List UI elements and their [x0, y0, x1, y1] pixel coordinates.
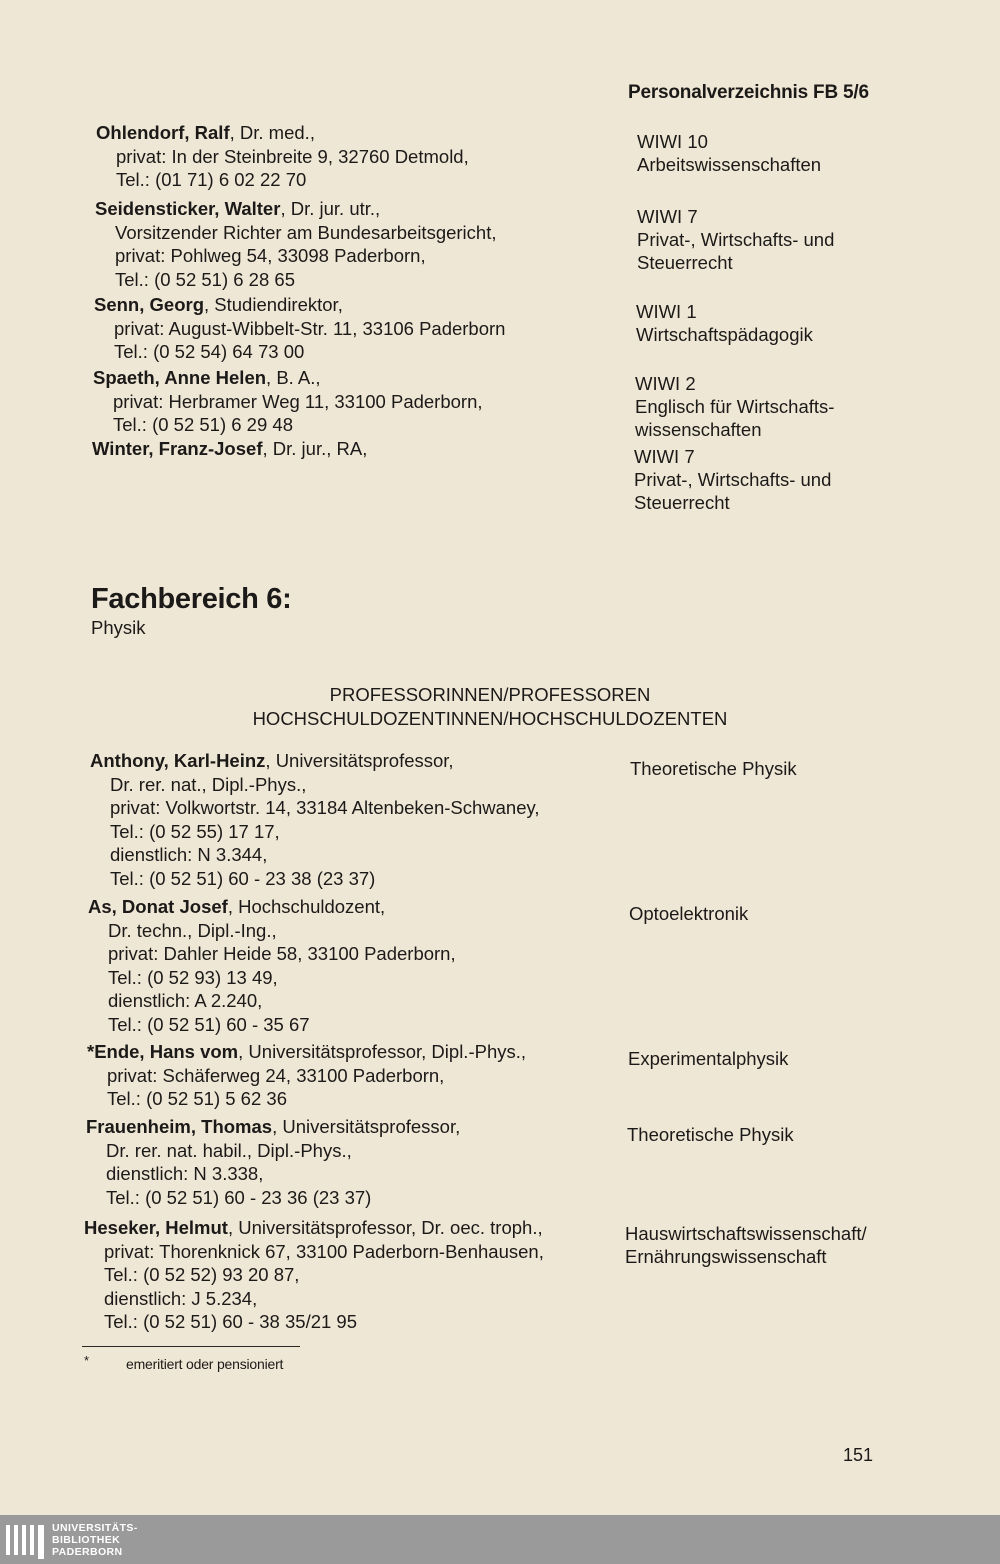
- person-title: , Dr. med.,: [229, 122, 315, 143]
- person-title: , Dr. jur. utr.,: [280, 198, 381, 219]
- person-title: , B. A.,: [266, 367, 321, 388]
- person-name: Seidensticker, Walter: [95, 198, 281, 219]
- person-detail-line: Dr. rer. nat., Dipl.-Phys.,: [110, 773, 307, 795]
- department-label: Optoelektronik: [629, 903, 749, 924]
- department-label: Hauswirtschaftswissenschaft/ Ernährungswissenschaft: [625, 1223, 867, 1267]
- person-title: , Dr. jur., RA,: [262, 438, 368, 459]
- section-subtitle: Physik: [91, 617, 146, 638]
- person-detail-line: Tel.: (0 52 54) 64 73 00: [114, 341, 305, 362]
- person-detail-line: privat: In der Steinbreite 9, 32760 Detmold,: [116, 145, 469, 167]
- footnote-text: emeritiert oder pensioniert: [126, 1356, 284, 1372]
- person-detail-line: privat: August-Wibbelt-Str. 11, 33106 Paderborn: [114, 317, 506, 339]
- section-title: Fachbereich 6:: [91, 583, 292, 615]
- person-name: Ohlendorf, Ralf: [96, 122, 230, 143]
- department-label: WIWI 7 Privat-, Wirtschafts- und Steuerrecht: [637, 206, 835, 273]
- person-entry: [87, 1040, 526, 1111]
- page-header-title: Personalverzeichnis FB 5/6: [628, 82, 869, 103]
- person-detail-line: Tel.: (0 52 51) 60 - 38 35/21 95: [104, 1311, 358, 1332]
- department-label: Theoretische Physik: [627, 1124, 794, 1145]
- department-label: Experimentalphysik: [628, 1048, 789, 1069]
- person-detail-line: privat: Dahler Heide 58, 33100 Paderborn,: [108, 943, 456, 964]
- person-name: *Ende, Hans vom: [87, 1041, 239, 1062]
- person-name: As, Donat Josef: [88, 896, 228, 917]
- footnote-divider: [82, 1346, 300, 1347]
- category-heading: PROFESSORINNEN/PROFESSOREN HOCHSCHULDOZENTINNEN/HOCHSCHULDOZENTEN: [252, 684, 728, 729]
- person-detail-line: privat: Herbramer Weg 11, 33100 Paderborn,: [113, 390, 483, 412]
- person-title: , Universitätsprofessor,: [265, 750, 454, 771]
- person-entry: [93, 366, 483, 437]
- person-detail-line: Vorsitzender Richter am Bundesarbeitsgericht,: [115, 221, 497, 243]
- person-detail-line: Tel.: (0 52 51) 60 - 23 36 (23 37): [106, 1186, 372, 1208]
- person-entry: [84, 1216, 544, 1334]
- department-label: WIWI 2 Englisch für Wirtschafts- wissenschaften: [635, 373, 835, 440]
- person-detail-line: dienstlich: N 3.344,: [110, 844, 268, 865]
- person-name: Anthony, Karl-Heinz: [90, 750, 266, 771]
- person-detail-line: Dr. techn., Dipl.-Ing.,: [108, 919, 277, 941]
- person-entry: [96, 121, 469, 192]
- person-detail-line: privat: Schäferweg 24, 33100 Paderborn,: [107, 1064, 445, 1086]
- department-label: WIWI 7 Privat-, Wirtschafts- und Steuerrecht: [634, 446, 832, 513]
- library-logo-icon: [6, 1521, 46, 1559]
- library-footer-bar: [0, 1515, 1000, 1564]
- person-detail-line: dienstlich: N 3.338,: [106, 1163, 264, 1184]
- person-title: , Universitätsprofessor,: [272, 1116, 461, 1137]
- person-detail-line: privat: Thorenknick 67, 33100 Paderborn-Benhausen,: [104, 1240, 544, 1262]
- person-entry: [95, 197, 497, 291]
- person-name: Winter, Franz-Josef: [92, 438, 263, 459]
- person-detail-line: Tel.: (0 52 93) 13 49,: [108, 966, 278, 988]
- person-detail-line: Tel.: (0 52 51) 60 - 23 38 (23 37): [110, 867, 376, 889]
- person-entry: [94, 293, 505, 364]
- person-detail-line: Tel.: (0 52 55) 17 17,: [110, 820, 280, 842]
- department-label: Theoretische Physik: [630, 758, 797, 779]
- person-detail-line: privat: Pohlweg 54, 33098 Paderborn,: [115, 245, 426, 266]
- person-title: , Hochschuldozent,: [227, 896, 386, 917]
- library-logo-text: UNIVERSITÄTS- BIBLIOTHEK PADERBORN: [52, 1522, 138, 1558]
- department-label: WIWI 1 Wirtschaftspädagogik: [636, 301, 813, 345]
- person-detail-line: Tel.: (0 52 52) 93 20 87,: [104, 1264, 300, 1285]
- page-number: 151: [843, 1445, 874, 1465]
- person-detail-line: dienstlich: A 2.240,: [108, 990, 263, 1011]
- person-entry: [92, 437, 367, 461]
- person-detail-line: Tel.: (0 52 51) 5 62 36: [107, 1088, 287, 1109]
- person-entry: [86, 1115, 460, 1209]
- person-title: , Studiendirektor,: [204, 294, 343, 315]
- person-detail-line: dienstlich: J 5.234,: [104, 1287, 258, 1309]
- person-title: , Universitätsprofessor, Dipl.-Phys.,: [238, 1041, 527, 1062]
- person-entry: [90, 749, 540, 890]
- footnote-mark: *: [84, 1353, 90, 1368]
- person-title: , Universitätsprofessor, Dr. oec. troph.,: [227, 1217, 543, 1238]
- person-detail-line: Tel.: (0 52 51) 6 28 65: [115, 268, 295, 290]
- person-detail-line: Tel.: (0 52 51) 60 - 35 67: [108, 1013, 310, 1035]
- person-name: Heseker, Helmut: [84, 1217, 228, 1238]
- person-detail-line: Dr. rer. nat. habil., Dipl.-Phys.,: [106, 1139, 352, 1161]
- department-label: WIWI 10 Arbeitswissenschaften: [637, 131, 822, 175]
- person-name: Spaeth, Anne Helen: [93, 367, 267, 388]
- person-detail-line: Tel.: (01 71) 6 02 22 70: [116, 169, 307, 190]
- person-name: Senn, Georg: [94, 294, 204, 315]
- person-detail-line: Tel.: (0 52 51) 6 29 48: [113, 414, 293, 435]
- person-entry: [88, 895, 456, 1036]
- person-detail-line: privat: Volkwortstr. 14, 33184 Altenbeken-Schwaney,: [110, 797, 540, 818]
- person-name: Frauenheim, Thomas: [86, 1116, 273, 1137]
